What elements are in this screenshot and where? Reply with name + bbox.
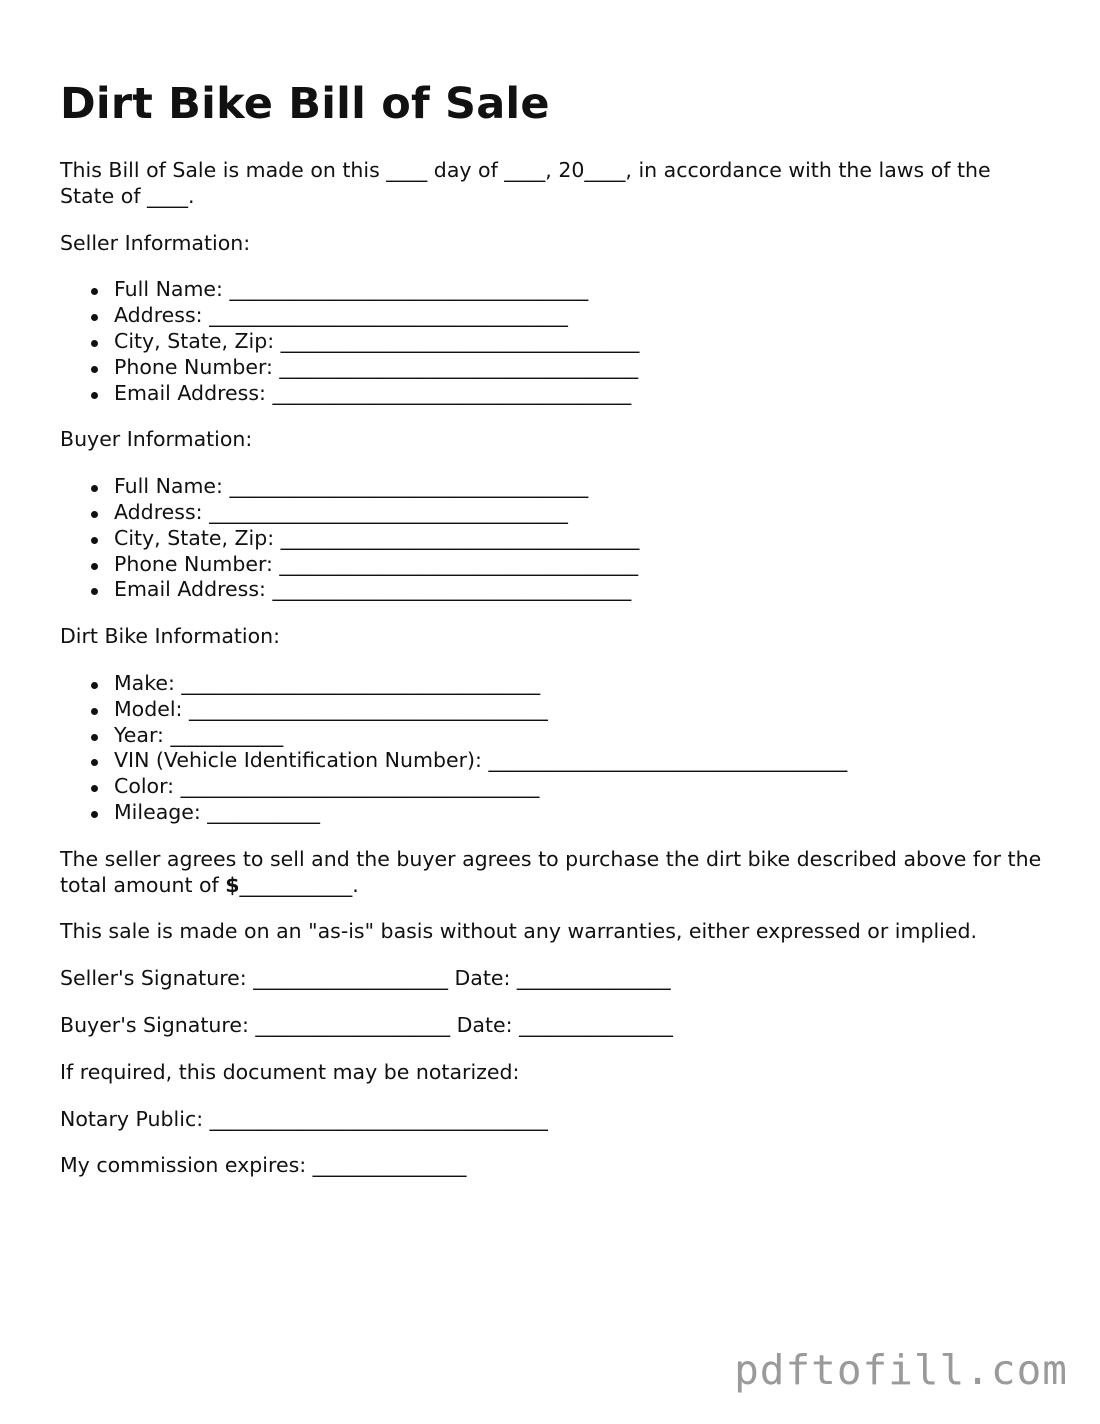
bike-info-heading: Dirt Bike Information: xyxy=(60,624,281,649)
buyer-info-list xyxy=(60,474,1050,603)
seller-phone-field[interactable]: Phone Number: ___________________________________ xyxy=(114,355,1050,381)
seller-signature-line[interactable]: Seller's Signature: ___________________ Date: _______________ xyxy=(60,966,671,991)
seller-info-list xyxy=(60,277,1050,406)
bike-color-field[interactable]: Color: ___________________________________ xyxy=(114,774,1050,800)
buyer-city-state-zip-field[interactable]: City, State, Zip: ___________________________________ xyxy=(114,526,1050,552)
notarize-note: If required, this document may be notarized: xyxy=(60,1059,520,1084)
document-body xyxy=(60,158,1050,1200)
bike-mileage-field[interactable]: Mileage: ___________ xyxy=(114,800,1050,826)
buyer-address-field[interactable]: Address: ___________________________________ xyxy=(114,500,1050,526)
document-title: Dirt Bike Bill of Sale xyxy=(60,79,550,129)
agreement-end: . xyxy=(352,872,359,897)
seller-city-state-zip-field[interactable]: City, State, Zip: ___________________________________ xyxy=(114,329,1050,355)
as-is-paragraph: This sale is made on an "as-is" basis without any warranties, either expressed or implied. xyxy=(60,919,978,944)
commission-expires-line[interactable]: My commission expires: _______________ xyxy=(60,1153,467,1178)
watermark: pdftofill.com xyxy=(734,1346,1068,1394)
notary-public-line[interactable]: Notary Public: _________________________________ xyxy=(60,1106,548,1131)
buyer-signature-line[interactable]: Buyer's Signature: ___________________ Date: _______________ xyxy=(60,1012,673,1037)
buyer-email-field[interactable]: Email Address: ___________________________________ xyxy=(114,577,1050,603)
bike-vin-field[interactable]: VIN (Vehicle Identification Number): ___________________________________ xyxy=(114,748,1050,774)
seller-email-field[interactable]: Email Address: ___________________________________ xyxy=(114,381,1050,407)
seller-info-heading: Seller Information: xyxy=(60,230,251,255)
agreement-text: The seller agrees to sell and the buyer agrees to purchase the dirt bike described above for the total amount of xyxy=(60,846,1042,897)
bike-make-field[interactable]: Make: ___________________________________ xyxy=(114,671,1050,697)
buyer-info-heading: Buyer Information: xyxy=(60,427,253,452)
intro-paragraph: This Bill of Sale is made on this ____ day of ____, 20____, in accordance with the laws of the State of ____. xyxy=(60,158,991,208)
bike-info-list xyxy=(60,671,1050,826)
bike-model-field[interactable]: Model: ___________________________________ xyxy=(114,697,1050,723)
buyer-phone-field[interactable]: Phone Number: ___________________________________ xyxy=(114,552,1050,578)
amount-field[interactable]: ___________ xyxy=(239,872,353,897)
agreement-paragraph xyxy=(60,847,1050,899)
bike-year-field[interactable]: Year: ___________ xyxy=(114,723,1050,749)
currency-symbol: $ xyxy=(225,872,240,897)
buyer-full-name-field[interactable]: Full Name: ___________________________________ xyxy=(114,474,1050,500)
seller-full-name-field[interactable]: Full Name: ___________________________________ xyxy=(114,277,1050,303)
seller-address-field[interactable]: Address: ___________________________________ xyxy=(114,303,1050,329)
